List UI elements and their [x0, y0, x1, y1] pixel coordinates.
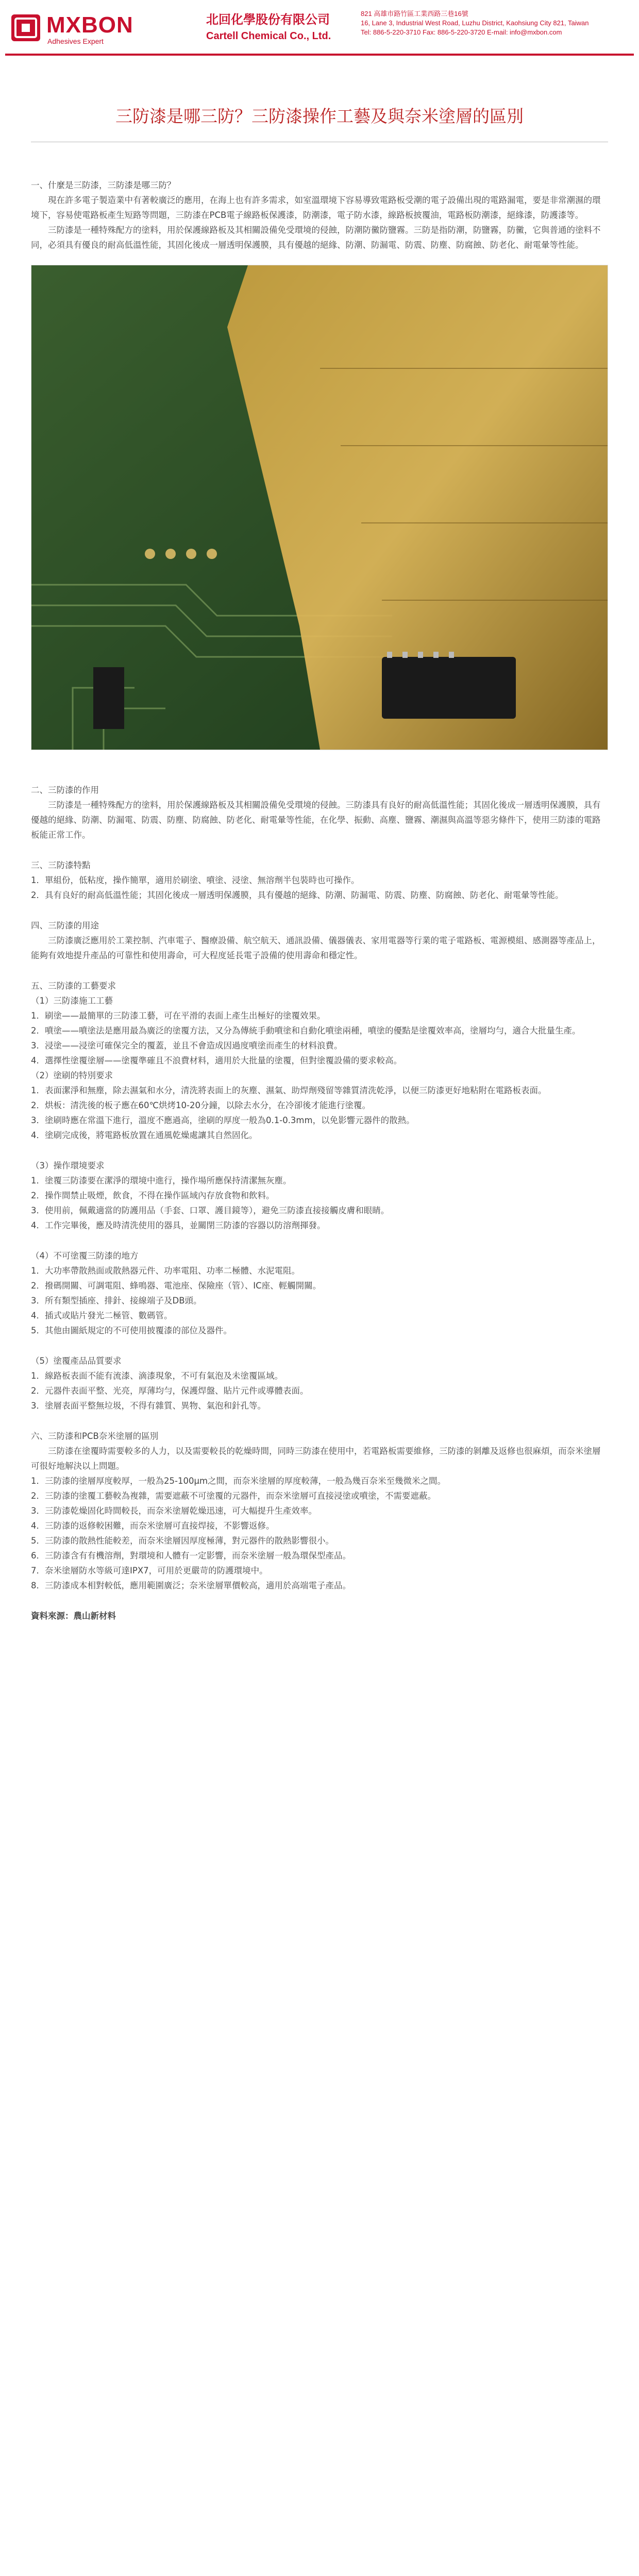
paragraph: 三防漆是一種特殊配方的塗料，用於保護線路板及其相關設備免受環境的侵蝕，防潮防黴防鹽霧。三防是指防潮，防鹽霧，防黴，它與普通的塗料不同，必須具有優良的耐高低溫性能，其固化後成一層透明保護膜，具有優越的絕緣、防潮、防漏電、防震、防塵、防腐蝕、防老化、耐電暈等性能。: [31, 225, 601, 250]
source-credit: 資料來源：農山新材料: [31, 1611, 116, 1621]
list-item: 3．所有類型插座、排針、接線端子及DB頭。: [31, 1296, 202, 1306]
subheading: （2）塗刷的特別要求: [31, 1071, 113, 1080]
paragraph: 現在許多電子製造業中有著較廣泛的應用，在海上也有許多需求，如室溫環境下容易導致電路板受潮的電子設備出現的電路漏電，要是非常潮濕的環境下，容易使電路板產生短路等問題，三防漆在PCB電子線路板保護漆，防潮漆，電子防水漆，線路板披覆油，電路板防潮漆，絕緣漆，防護漆等。: [31, 195, 601, 220]
brand-tagline: Adhesives Expert: [47, 37, 104, 45]
logo-mark-icon: [10, 13, 41, 42]
section-heading-4: 四、三防漆的用途: [31, 921, 99, 930]
list-item: 4．塗刷完成後，將電路板放置在通風乾燥處讓其自然固化。: [31, 1130, 258, 1140]
list-item: 7．奈米塗層防水等級可達IPX7，可用於更嚴苛的防護環境中。: [31, 1566, 268, 1575]
subheading: （4）不可塗覆三防漆的地方: [31, 1251, 139, 1261]
list-item: 4．工作完畢後，應及時清洗使用的器具，並關閉三防漆的容器以防溶劑揮發。: [31, 1221, 326, 1230]
page-header: [0, 0, 639, 57]
subheading: （1）三防漆施工工藝: [31, 996, 113, 1006]
company-logo[interactable]: [10, 10, 165, 46]
company-names: [206, 9, 331, 42]
contact-info: [361, 9, 589, 37]
list-item: 3．三防漆乾燥固化時間較長，而奈米塗層乾燥迅速，可大幅提升生產效率。: [31, 1506, 317, 1516]
section-heading-1: 一、什麼是三防漆，三防漆是哪三防？: [31, 180, 176, 190]
subheading: （5）塗覆產品品質要求: [31, 1356, 122, 1366]
article-body: [31, 178, 608, 1623]
section-heading-6: 六、三防漆和PCB奈米塗層的區別: [31, 1431, 159, 1441]
list-item: 1．刷塗——最簡單的三防漆工藝，可在平滑的表面上產生出極好的塗覆效果。: [31, 1011, 326, 1021]
section-heading-2: 二、三防漆的作用: [31, 785, 99, 795]
contact-address-cn: 821 高雄市路竹區工業西路三巷16號: [361, 10, 468, 18]
list-item: 3．使用前，佩戴適當的防護用品（手套、口罩、護目鏡等），避免三防漆直接接觸皮膚和眼睛。: [31, 1206, 390, 1215]
subheading: （3）操作環境要求: [31, 1161, 105, 1171]
brand-name: MXBON: [46, 12, 133, 38]
company-name-en: Cartell Chemical Co., Ltd.: [206, 30, 331, 42]
list-item: 3．塗刷時應在常溫下進行，溫度不應過高，塗刷的厚度一般為0.1-0.3mm，以免影響元器件的散熱。: [31, 1115, 415, 1125]
list-item: 2．撥碼開關、可調電阻、蜂鳴器、電池座、保險座（管）、IC座、輕觸開關。: [31, 1281, 322, 1291]
contact-phone-fax-email: Tel: 886-5-220-3710 Fax: 886-5-220-3720 E-mail: info@mxbon.com: [361, 28, 562, 36]
list-item: 1．塗覆三防漆要在潔淨的環境中進行，操作場所應保持清潔無灰塵。: [31, 1176, 292, 1185]
list-item: 5．三防漆的散熱性能較差，而奈米塗層因厚度極薄，對元器件的散熱影響很小。: [31, 1536, 334, 1546]
list-item: 1．線路板表面不能有流漆、滴漆現象，不可有氣泡及未塗覆區域。: [31, 1371, 283, 1381]
contact-address-en: 16, Lane 3, Industrial West Road, Luzhu District, Kaohsiung City 821, Taiwan: [361, 19, 589, 27]
list-item: 8．三防漆成本相對較低，應用範圍廣泛；奈米塗層單價較高，適用於高端電子產品。: [31, 1581, 351, 1590]
list-item: 4．插式或貼片發光二極管、數碼管。: [31, 1311, 173, 1320]
list-item: 6．三防漆含有有機溶劑，對環境和人體有一定影響，而奈米塗層一般為環保型產品。: [31, 1551, 351, 1561]
company-name-cn: 北回化學股份有限公司: [206, 12, 330, 27]
paragraph: 三防漆在塗覆時需要較多的人力，以及需要較長的乾燥時間，同時三防漆在使用中，若電路板需要維修，三防漆的剝離及返修也很麻煩，而奈米塗層可很好地解決以上問題。: [31, 1446, 601, 1471]
header-divider: [5, 54, 634, 56]
list-item: 2．操作間禁止吸煙，飲食，不得在操作區域內存放食物和飲料。: [31, 1191, 275, 1200]
paragraph: 三防漆是一種特殊配方的塗料，用於保護線路板及其相關設備免受環境的侵蝕。三防漆具有良好的耐高低溫性能；其固化後成一層透明保護膜，具有優越的絕緣、防潮、防漏電、防震、防塵、防腐蝕、防老化、耐電暈等性能，在化學、振動、高塵、鹽霧、潮濕與高溫等惡劣條件下，使用三防漆的電路板能正常工作。: [31, 800, 601, 840]
list-item: 4．選擇性塗覆塗層——塗覆準確且不浪費材料，適用於大批量的塗覆，但對塗覆設備的要求較高。: [31, 1056, 402, 1065]
list-item: 2．噴塗——噴塗法是應用最為廣泛的塗覆方法，又分為傳統手動噴塗和自動化噴塗兩種，噴塗的優點是塗覆效率高，塗層均勻，適合大批量生產。: [31, 1026, 581, 1036]
list-item: 2．具有良好的耐高低溫性能；其固化後成一層透明保護膜，具有優越的絕緣、防潮、防漏電、防震、防塵、防腐蝕、防老化、耐電暈等性能。: [31, 890, 564, 900]
list-item: 2．三防漆的塗覆工藝較為複雜，需要遮蔽不可塗覆的元器件，而奈米塗層可直接浸塗或噴塗，不需要遮蔽。: [31, 1491, 436, 1501]
list-item: 1．三防漆的塗層厚度較厚，一般為25-100μm之間，而奈米塗層的厚度較薄，一般為幾百奈米至幾微米之間。: [31, 1476, 446, 1486]
list-item: 3．塗層表面平整無垃圾，不得有雜質、異物、氣泡和針孔等。: [31, 1401, 266, 1411]
section-heading-3: 三、三防漆特點: [31, 860, 91, 870]
pcb-coating-photo: [31, 265, 608, 750]
page-title: 三防漆是哪三防？三防漆操作工藝及與奈米塗層的區別: [115, 106, 524, 126]
list-item: 3．浸塗——浸塗可確保完全的覆蓋，並且不會造成因過度噴塗而產生的材料浪費。: [31, 1041, 343, 1050]
list-item: 5．其他由圖紙規定的不可使用披覆漆的部位及器件。: [31, 1326, 232, 1335]
list-item: 2．元器件表面平整、光亮，厚薄均勻，保護焊盤、貼片元件或導體表面。: [31, 1386, 309, 1396]
section-heading-5: 五、三防漆的工藝要求: [31, 981, 116, 991]
list-item: 1．大功率帶散熱面或散熱器元件、功率電阻、功率二極體、水泥電阻。: [31, 1266, 300, 1276]
paragraph: 三防漆廣泛應用於工業控制、汽車電子、醫療設備、航空航天、通訊設備、儀器儀表、家用電器等行業的電子電路板、電源模組、感測器等產品上，能夠有效地提升產品的可靠性和使用壽命，可大程度延長電子設備的使用壽命和穩定性。: [31, 936, 601, 960]
list-item: 1．表面潔淨和無塵，除去濕氣和水分，清洗將表面上的灰塵、濕氣、助焊劑殘留等雜質清洗乾淨，以便三防漆更好地粘附在電路板表面。: [31, 1086, 547, 1095]
list-item: 2．烘板：清洗後的板子應在60℃烘烤10-20分鐘，以除去水分，在冷卻後才能進行塗覆。: [31, 1100, 371, 1110]
list-item: 1．單組份，低粘度，操作簡單，適用於刷塗、噴塗、浸塗、無溶劑半包裝時也可操作。: [31, 875, 360, 885]
list-item: 4．三防漆的返修較困難，而奈米塗層可直接焊接，不影響返修。: [31, 1521, 275, 1531]
